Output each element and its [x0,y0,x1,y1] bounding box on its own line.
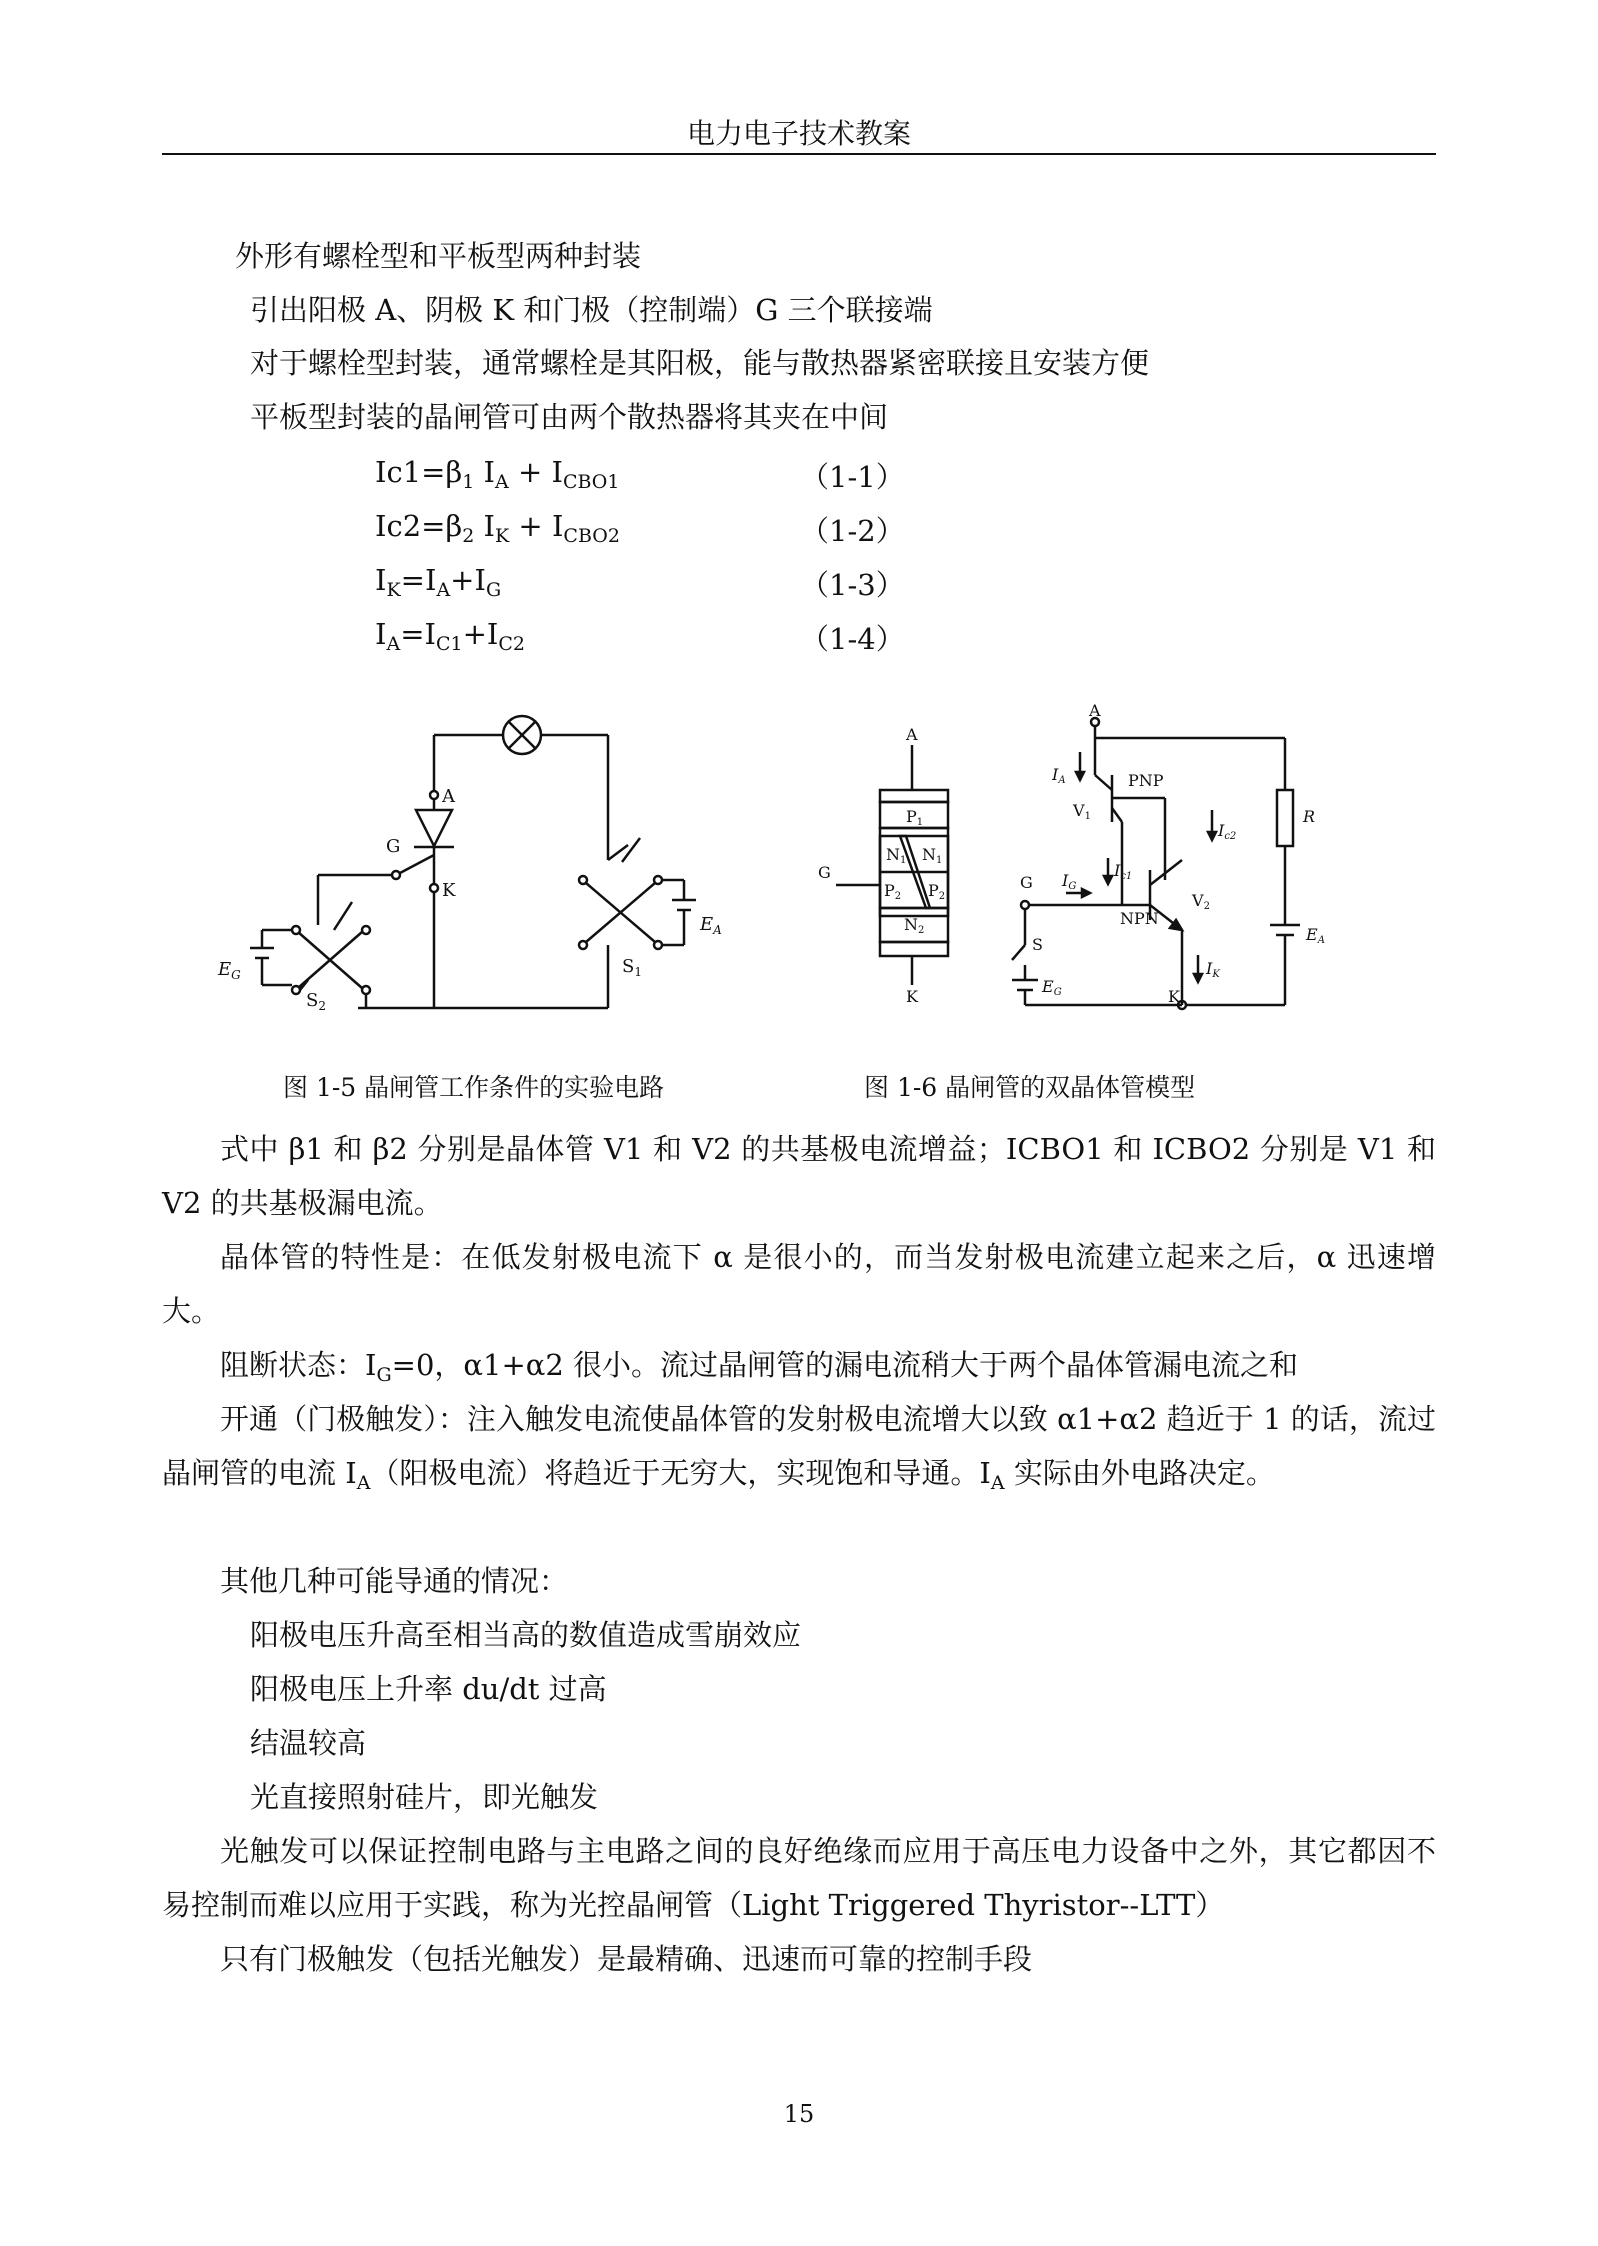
figure-1-6-layers [836,745,948,985]
list-item: 结温较高 [250,1726,367,1760]
fig6b-label-EG: EG [1042,977,1062,998]
list-item: 阳极电压升高至相当高的数值造成雪崩效应 [250,1618,802,1652]
paragraph-other-cases: 其他几种可能导通的情况： [220,1564,569,1598]
figure-1-6-caption: 图 1-6 晶闸管的双晶体管模型 [864,1073,1196,1102]
fig6b-label-V1: V1 [1073,801,1091,822]
paragraph-transistor-property: 晶体管的特性是：在低发射极电流下 α 是很小的，而当发射极电流建立起来之后，α 迅速增大。 [162,1240,1436,1328]
fig5-label-A: A [442,786,455,807]
paragraph-turn-on: 开通（门极触发）：注入触发电流使晶体管的发射极电流增大以致 α1+α2 趋近于 1 的话，流过晶闸管的电流 $I_A$（阳极电流）将趋近于无穷大，实现饱和导通。$I_A$ 实际由外电路决定。 [162,1402,1436,1494]
equation-1: $Ic1=\beta_1$ $I_A + I_{CBO1}$ [375,455,620,493]
fig6a-label-N1a: N1 [886,845,907,866]
fig6b-label-K: K [1168,987,1180,1006]
fig6a-label-P2b: P2 [928,881,946,902]
fig5-label-G: G [386,836,401,857]
equation-number-1: （1-1） [800,460,905,494]
paragraph-light-trigger: 光触发可以保证控制电路与主电路之间的良好绝缘而应用于高压电力设备中之外，其它都因不易控制而难以应用于实践，称为光控晶闸管（Light Triggered Thyristor--LTT） [162,1834,1436,1922]
equation-number-3: （1-3） [800,568,905,602]
fig6b-label-EA: EA [1306,925,1325,946]
intro-line-1: 外形有螺栓型和平板型两种封装 [235,239,642,273]
header-rule [162,153,1436,155]
fig5-label-S1: $S_1$ [622,956,642,979]
fig5-label-S2: $S_2$ [306,990,326,1013]
fig6b-label-Ic1: Ic1 [1114,861,1133,882]
fig6b-label-Ic2: Ic2 [1218,821,1237,842]
fig5-label-EA: $E_A$ [700,914,722,937]
figure-1-6-transistor-model [1012,718,1300,1009]
fig6a-label-G: G [818,863,831,882]
equation-4: $I_A=I_{C1}+I_{C2}$ [375,617,526,655]
fig6b-label-IG: IG [1062,871,1077,892]
fig6b-label-PNP: PNP [1128,771,1164,790]
equation-number-4: （1-4） [800,622,905,656]
page-header-title: 电力电子技术教案 [686,117,911,150]
figure-1-5-caption: 图 1-5 晶闸管工作条件的实验电路 [283,1073,665,1102]
fig6a-label-N2: N2 [904,915,925,936]
paragraph-current-gain: 式中 β1 和 β2 分别是晶体管 V1 和 V2 的共基极电流增益；ICBO1 和 ICBO2 分别是 V1 和 V2 的共基极漏电流。 [162,1132,1436,1220]
intro-line-3: 对于螺栓型封装，通常螺栓是其阳极，能与散热器紧密联接且安装方便 [250,346,1150,380]
intro-line-2: 引出阳极 A、阴极 K 和门极（控制端）G 三个联接端 [250,293,933,327]
fig6b-label-NPN: NPN [1120,909,1159,928]
fig6b-label-IK: IK [1206,959,1220,980]
circuit-figures [0,690,1598,1030]
page-number: 15 [783,2100,815,2128]
list-item: 光直接照射硅片，即光触发 [250,1780,599,1814]
fig6a-label-P2a: P2 [884,881,902,902]
fig6b-label-G: G [1020,873,1033,892]
intro-line-4: 平板型封装的晶闸管可由两个散热器将其夹在中间 [250,400,889,434]
fig5-label-K: K [442,880,456,901]
fig6b-label-IA: IA [1052,765,1066,786]
equation-2: $Ic2=\beta_2$ $I_K + I_{CBO2}$ [375,509,620,547]
fig6a-label-P1: P1 [906,807,924,828]
fig6b-label-S: S [1032,935,1043,954]
fig6b-label-A: A [1089,701,1101,720]
list-item: 阳极电压上升率 du/dt 过高 [250,1672,607,1706]
equation-number-2: （1-2） [800,514,905,548]
fig6a-label-A: A [906,725,918,744]
paragraph-blocking-state: 阻断状态：$I_G=0$，α1+α2 很小。流过晶闸管的漏电流稍大于两个晶体管漏电流之和 [220,1348,1298,1386]
fig6b-label-V2: V2 [1192,891,1210,912]
paragraph-gate-trigger: 只有门极触发（包括光触发）是最精确、迅速而可靠的控制手段 [220,1942,1033,1976]
fig6b-label-R: R [1303,807,1316,826]
thyristor-icon [416,810,452,846]
fig6a-label-K: K [906,987,918,1006]
fig5-label-EG: $E_G$ [218,959,241,982]
fig6a-label-N1b: N1 [922,845,943,866]
equation-3: $I_K=I_A+I_G$ [375,563,502,601]
